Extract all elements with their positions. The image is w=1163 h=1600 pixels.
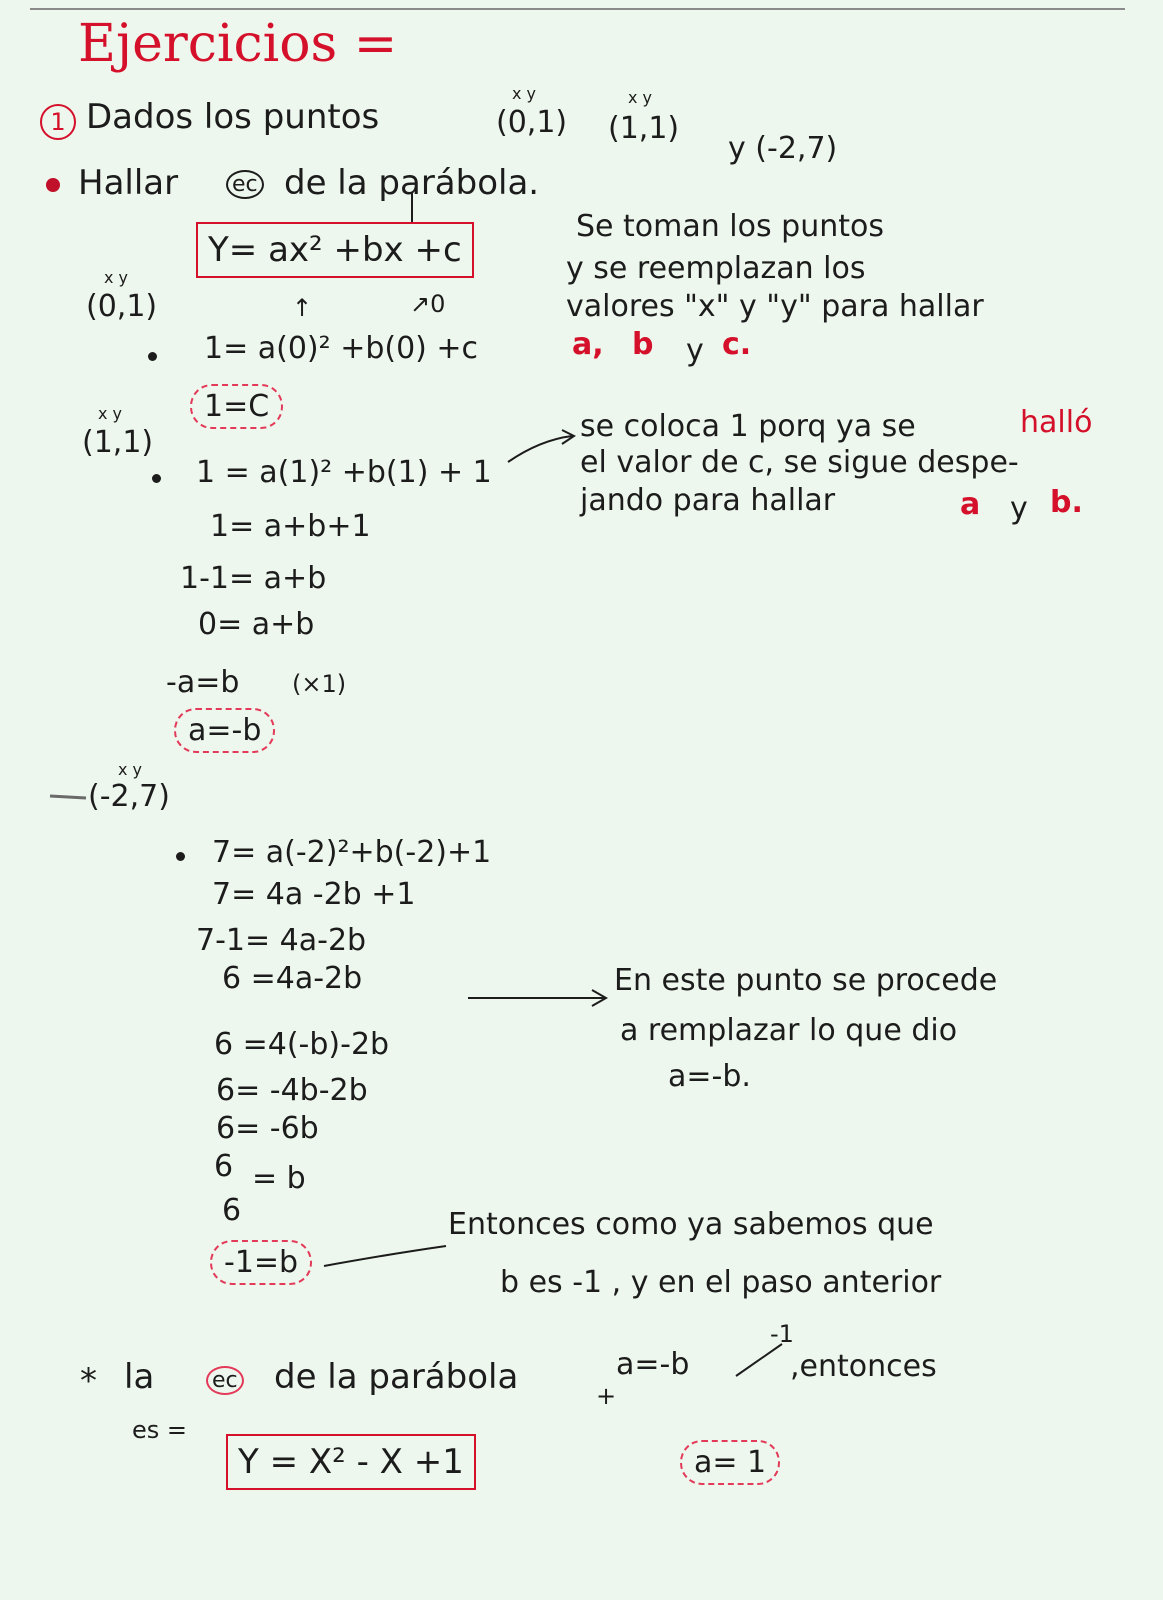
point1: (0,1) (496, 105, 568, 140)
conclusion-part1: la (124, 1357, 155, 1397)
step3-eq8-num: 6 (214, 1149, 234, 1184)
note1-b: b (632, 327, 654, 362)
note3-line2: a remplazar lo que dio (620, 1013, 958, 1048)
step3-eq3: 7-1= 4a-2b (196, 923, 367, 958)
note1-line3: valores "x" y "y" para hallar (566, 289, 984, 324)
point1-xy: x y (512, 84, 537, 103)
step2-eq4: 0= a+b (198, 607, 315, 642)
step3-eq1: 7= a(-2)²+b(-2)+1 (212, 835, 492, 870)
final-equation-box (226, 1434, 476, 1490)
note2-line1b: halló (1020, 405, 1093, 440)
general-equation-box (196, 222, 474, 278)
note1-line2: y se reemplazan los (566, 251, 866, 286)
step3-eq6: 6= -4b-2b (216, 1073, 368, 1108)
general-equation: Y= ax² +bx +c (208, 230, 462, 270)
task-bullet (46, 178, 60, 192)
note4-connector (324, 1246, 446, 1266)
step3-eq2: 7= 4a -2b +1 (212, 877, 416, 912)
step3-eq4: 6 =4a-2b (222, 961, 363, 996)
step1-eq1: 1= a(0)² +b(0) +c (204, 331, 479, 366)
point3: y (-2,7) (728, 131, 838, 166)
step3-eq7: 6= -6b (216, 1111, 319, 1146)
note2-b: b. (1050, 485, 1083, 520)
step3-eq5: 6 =4(-b)-2b (214, 1027, 390, 1062)
step3-dash (50, 796, 86, 798)
step2-eq2: 1= a+b+1 (210, 509, 371, 544)
conclusion-ec: ec (206, 1366, 244, 1395)
note4-slash (736, 1344, 782, 1376)
task-prefix: Hallar (78, 163, 179, 203)
step2-eq5-note: (×1) (292, 670, 347, 698)
statement-intro: Dados los puntos (86, 97, 380, 137)
note4-result-text: a= 1 (694, 1445, 767, 1480)
note3-line3: a=-b. (668, 1059, 751, 1094)
step2-eq1: 1 = a(1)² +b(1) + 1 (196, 455, 492, 490)
step3-eq8-den: 6 (222, 1193, 242, 1228)
note2-arrow-head (562, 430, 574, 444)
exercise-number: 1 (40, 104, 76, 140)
note3-line1: En este punto se procede (614, 963, 998, 998)
step1-marker-a: ↑ (292, 294, 313, 322)
note1-c: c. (722, 327, 752, 362)
conclusion-es: es = (132, 1416, 188, 1444)
note2-line1a: se coloca 1 porq ya se (580, 409, 916, 444)
note4-result (680, 1440, 780, 1485)
note4-plus: + (596, 1382, 617, 1410)
step1-result-text: 1=C (204, 389, 270, 424)
task-suffix: de la parábola. (284, 163, 540, 203)
conclusion-star: * (80, 1361, 97, 1401)
top-rule (30, 8, 1125, 10)
note4-rest: ,entonces (790, 1349, 937, 1384)
step3-result (210, 1240, 312, 1285)
task-ec: ec (226, 170, 264, 199)
conclusion-part2: de la parábola (274, 1357, 519, 1397)
note4-eq: a=-b (616, 1347, 690, 1382)
note2-y: y (1010, 491, 1028, 526)
step1-xy: x y (104, 268, 129, 287)
step3-eq8-rest: = b (252, 1161, 306, 1196)
step2-result-text: a=-b (188, 713, 262, 748)
note2-a: a (960, 487, 981, 522)
note1-a: a, (572, 327, 604, 362)
step3-point: (-2,7) (88, 779, 170, 814)
step2-result (174, 708, 275, 753)
note2-line2: el valor de c, se sigue despe- (580, 445, 1019, 480)
final-equation: Y = X² - X +1 (238, 1442, 464, 1482)
step2-eq5: -a=b (166, 665, 240, 700)
step1-point: (0,1) (86, 289, 158, 324)
step2-point: (1,1) (82, 425, 154, 460)
step2-xy: x y (98, 404, 123, 423)
step3-result-text: -1=b (224, 1245, 299, 1280)
page-title: Ejercicios = (78, 14, 398, 74)
note4-line2: b es -1 , y en el paso anterior (500, 1265, 942, 1300)
note2-arrow-line (508, 436, 572, 462)
note1-line1: Se toman los puntos (576, 209, 884, 244)
point2-xy: x y (628, 88, 653, 107)
note2-line3a: jando para hallar (580, 483, 836, 518)
point2: (1,1) (608, 111, 680, 146)
note4-sup: -1 (770, 1320, 794, 1348)
step1-result (190, 384, 283, 429)
note4-line1: Entonces como ya sabemos que (448, 1207, 934, 1242)
step3-bullet (176, 852, 185, 861)
note1-y: y (686, 333, 704, 368)
step2-bullet (152, 474, 161, 483)
step3-xy: x y (118, 760, 143, 779)
note3-arrow-head (592, 990, 606, 1006)
step1-marker-b: ↗0 (410, 290, 446, 318)
step1-bullet (148, 352, 157, 361)
step2-eq3: 1-1= a+b (180, 561, 327, 596)
